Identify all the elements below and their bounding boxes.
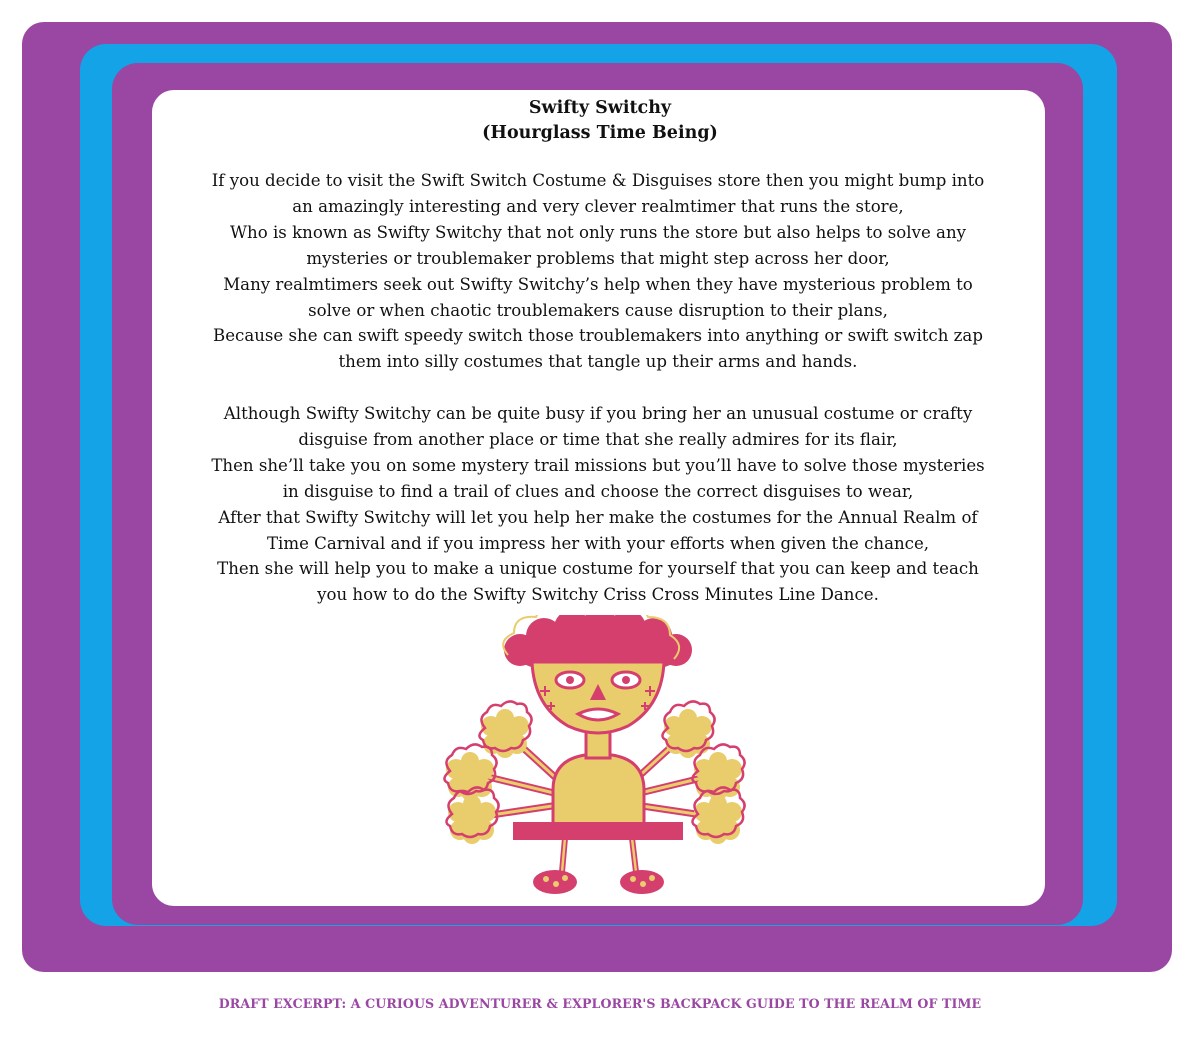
paragraph-line: in disguise to find a trail of clues and choose the correct disguises to wear, bbox=[282, 481, 914, 501]
title-line-subtitle: (Hourglass Time Being) bbox=[482, 123, 718, 143]
paragraph-line: If you decide to visit the Swift Switch Costume & Disguises store then you might bump into bbox=[211, 171, 985, 190]
pompom-right-top bbox=[662, 701, 714, 758]
paragraph-line: disguise from another place or time that she really admires for its flair, bbox=[298, 429, 898, 449]
paragraph-missions bbox=[170, 401, 1026, 608]
paragraph-line: After that Swifty Switchy will let you help her make the costumes for the Annual Realm of bbox=[218, 507, 978, 527]
footer-caption: DRAFT EXCERPT: A CURIOUS ADVENTURER & EXPLORER'S BACKPACK GUIDE TO THE REALM OF TIME bbox=[218, 996, 982, 1011]
title-line-name: Swifty Switchy bbox=[528, 98, 672, 118]
paragraph-line: Then she’ll take you on some mystery trail missions but you’ll have to solve those mysteries bbox=[211, 455, 985, 475]
paragraph-line: Although Swifty Switchy can be quite busy if you bring her an unusual costume or crafty bbox=[223, 404, 973, 423]
paragraph-line: Time Carnival and if you impress her with your efforts when given the chance, bbox=[266, 533, 930, 553]
paragraph-intro bbox=[170, 168, 1026, 375]
torso bbox=[553, 755, 644, 825]
paragraph-line: mysteries or troublemaker problems that might step across her door, bbox=[306, 248, 890, 268]
page-title bbox=[0, 96, 1200, 146]
paragraph-line: Many realmtimers seek out Swifty Switchy’s help when they have mysterious problem to bbox=[223, 274, 973, 294]
skirt bbox=[513, 822, 683, 840]
paragraph-line: solve or when chaotic troublemakers cause disruption to their plans, bbox=[308, 300, 888, 320]
mouth bbox=[578, 709, 618, 720]
pompom-right-middle bbox=[692, 744, 744, 801]
pompom-left-top bbox=[479, 701, 531, 758]
paragraph-line: Then she will help you to make a unique costume for yourself that you can keep and teach bbox=[217, 559, 979, 579]
paragraph-line: you how to do the Swifty Switchy Criss Cross Minutes Line Dance. bbox=[317, 585, 879, 605]
paragraph-line: them into silly costumes that tangle up their arms and hands. bbox=[338, 352, 858, 372]
paragraph-line: an amazingly interesting and very clever realmtimer that runs the store, bbox=[292, 196, 904, 216]
paragraph-line: Who is known as Swifty Switchy that not only runs the store but also helps to solve any bbox=[229, 222, 967, 242]
pompom-left-bottom bbox=[446, 787, 498, 844]
legs bbox=[562, 838, 636, 872]
swifty-switchy-character-illustration bbox=[430, 615, 760, 905]
pompom-right-bottom bbox=[692, 787, 744, 844]
paragraph-line: Because she can swift speedy switch those troublemakers into anything or swift switch zap bbox=[213, 326, 983, 346]
